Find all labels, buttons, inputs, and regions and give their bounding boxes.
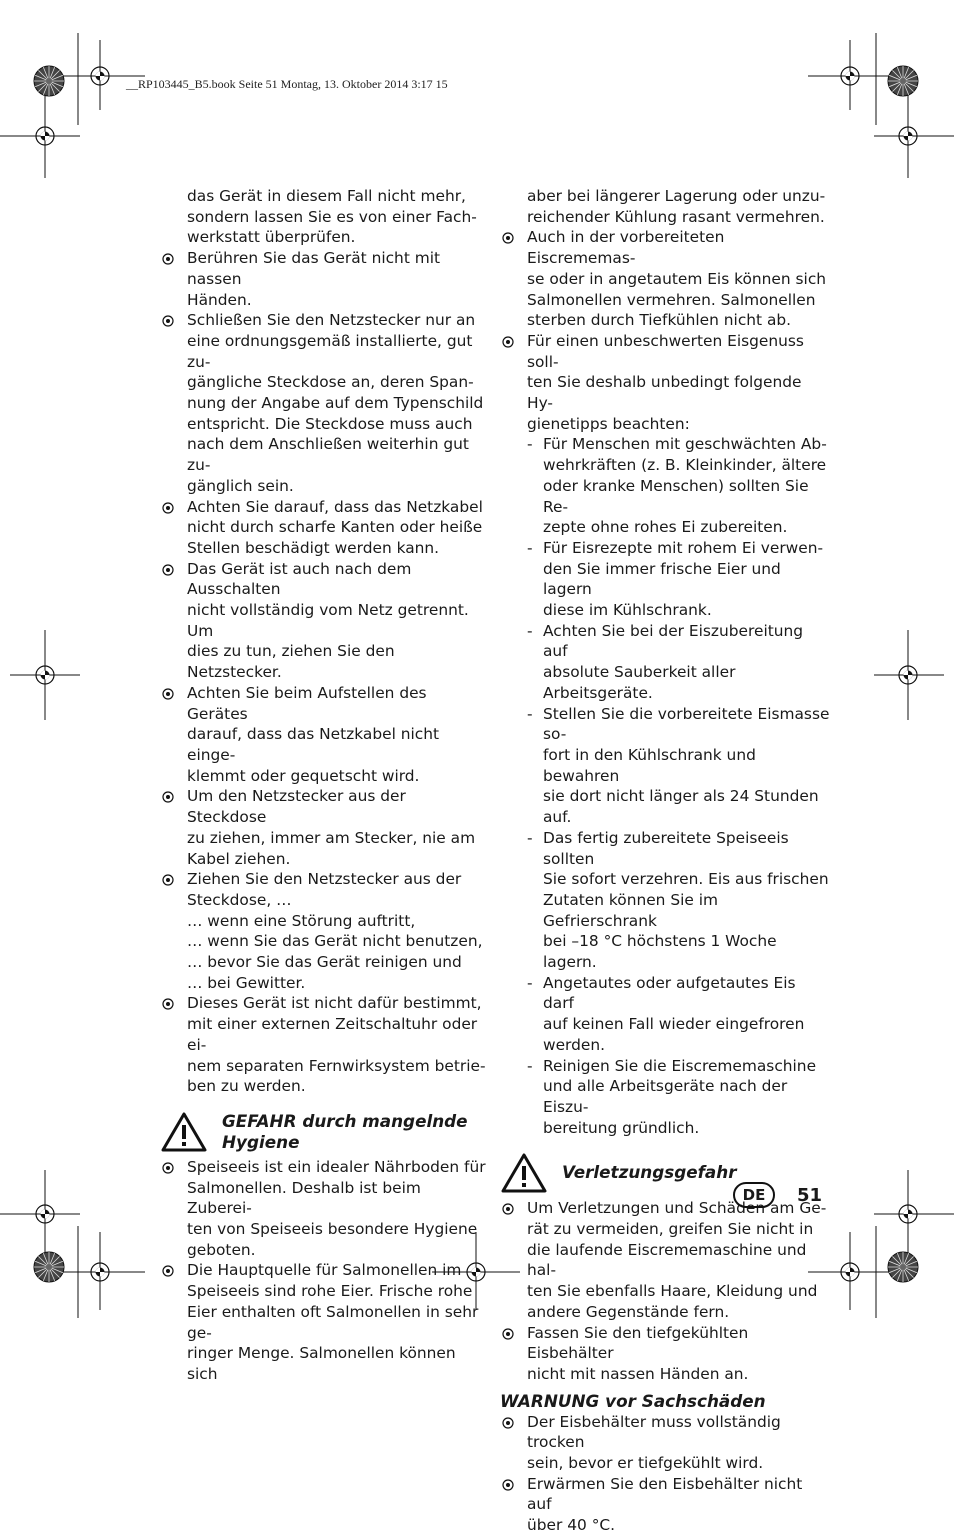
bullet-item — [160, 786, 490, 869]
bullet-icon — [162, 874, 174, 886]
text-line: ringer Menge. Salmonellen können sich — [187, 1344, 456, 1383]
text-line: zepte ohne rohes Ei zubereiten. — [543, 518, 788, 537]
text-line: werkstatt überprüfen. — [187, 228, 356, 247]
bullet-item — [160, 310, 490, 496]
dash-marker: - — [527, 973, 533, 992]
text-line: Auch in der vorbereiteten Eiscrememas- — [527, 228, 725, 268]
bullet-icon — [502, 1479, 514, 1491]
bullet-icon — [502, 232, 514, 244]
print-header-file-info: __RP103445_B5.book Seite 51 Montag, 13. Oktober 2014 3:17 15 — [126, 77, 448, 91]
bullet-item — [500, 1323, 830, 1385]
text-line: Der Eisbehälter muss vollständig trocken — [527, 1412, 781, 1452]
ellipsis-item: … bei Gewitter. — [187, 973, 306, 992]
text-line: auf keinen Fall wieder eingefroren — [543, 1015, 805, 1034]
text-line: bereitung gründlich. — [543, 1118, 700, 1137]
left-column — [160, 186, 490, 1385]
text-line: Speiseeis sind rohe Eier. Frische rohe — [187, 1282, 473, 1301]
text-line: Für einen unbeschwerten Eisgenuss soll- — [527, 331, 804, 371]
dash-marker: - — [527, 828, 533, 847]
text-line: dies zu tun, ziehen Sie den Netzstecker. — [187, 642, 395, 682]
bullet-icon — [162, 998, 174, 1010]
text-line: sie dort nicht länger als 24 Stunden auf. — [543, 787, 819, 827]
text-line: Stellen beschädigt werden kann. — [187, 538, 440, 557]
text-line: Die Hauptquelle für Salmonellen im — [187, 1261, 462, 1280]
text-line: Erwärmen Sie den Eisbehälter nicht auf — [527, 1474, 803, 1514]
text-line: werden. — [543, 1035, 605, 1054]
ellipsis-item: … wenn Sie das Gerät nicht benutzen, — [187, 932, 483, 951]
dash-item — [500, 704, 830, 828]
bullet-icon — [162, 315, 174, 327]
dash-marker: - — [527, 538, 533, 557]
bullet-item — [500, 1412, 830, 1474]
text-line: mit einer externen Zeitschaltuhr oder ei- — [187, 1015, 478, 1054]
text-line: Salmonellen vermehren. Salmonellen — [527, 290, 816, 309]
hygiene-tips-list — [500, 434, 830, 1138]
text-line: Reinigen Sie die Eiscrememaschine — [543, 1056, 817, 1075]
text-line: Für Menschen mit geschwächten Ab- — [543, 435, 827, 454]
bullet-icon — [162, 688, 174, 700]
text-line: gänglich sein. — [187, 476, 294, 495]
dash-item — [500, 828, 830, 973]
bullet-item — [160, 1157, 490, 1261]
text-line: das Gerät in diesem Fall nicht mehr, — [187, 187, 466, 205]
text-line: Ziehen Sie den Netzstecker aus der — [187, 870, 462, 889]
bullet-icon — [162, 564, 174, 576]
continuation-paragraph — [160, 186, 490, 248]
text-line: se oder in angetautem Eis können sich — [527, 269, 827, 288]
text-line: geboten. — [187, 1240, 256, 1259]
text-line: absolute Sauberkeit aller Arbeitsgeräte. — [543, 663, 736, 702]
text-line: entspricht. Die Steckdose muss auch — [187, 414, 473, 433]
text-line: bei –18 °C höchstens 1 Woche lagern. — [543, 932, 777, 972]
text-line: Fassen Sie den tiefgekühlten Eisbehälter — [527, 1323, 749, 1363]
dash-marker: - — [527, 1056, 533, 1075]
text-line: gängliche Steckdose an, deren Span- — [187, 373, 474, 392]
text-line: nicht mit nassen Händen an. — [527, 1364, 749, 1383]
text-line: nach dem Anschließen weiterhin gut zu- — [187, 435, 469, 475]
bullet-icon — [162, 791, 174, 803]
text-line: ben zu werden. — [187, 1077, 306, 1096]
bullet-item — [160, 683, 490, 787]
text-line: zu ziehen, immer am Stecker, nie am — [187, 828, 476, 847]
text-line: ten Sie deshalb unbedingt folgende Hy- — [527, 373, 802, 413]
bullet-item — [160, 993, 490, 1097]
text-line: reichender Kühlung rasant vermehren. — [527, 207, 825, 226]
text-line: Speiseeis ist ein idealer Nährboden für — [187, 1157, 486, 1176]
language-badge: DE — [733, 1182, 775, 1208]
property-bullet-list — [500, 1412, 830, 1536]
safety-bullet-list — [160, 248, 490, 911]
warning-triangle-icon — [160, 1111, 208, 1153]
page-number: 51 — [797, 1184, 823, 1206]
text-line: Um den Netzstecker aus der Steckdose — [187, 787, 406, 827]
text-line: gienetipps beachten: — [527, 414, 690, 433]
injury-bullet-list — [500, 1198, 830, 1384]
bullet-item — [160, 869, 490, 910]
warning-title: Verletzungsgefahr — [562, 1162, 737, 1183]
text-line: Kabel ziehen. — [187, 849, 291, 868]
text-line: die laufende Eiscrememaschine und hal- — [527, 1240, 807, 1280]
warning-triangle-icon — [500, 1152, 548, 1194]
ellipsis-item: … bevor Sie das Gerät reinigen und — [187, 953, 462, 972]
dash-item — [500, 1056, 830, 1139]
bullet-item — [160, 248, 490, 310]
text-line: Eier enthalten oft Salmonellen in sehr ge- — [187, 1302, 479, 1342]
ellipsis-list — [160, 911, 490, 994]
bullet-item — [160, 559, 490, 683]
text-line: eine ordnungsgemäß installierte, gut zu- — [187, 331, 473, 371]
bullet-icon — [162, 1162, 174, 1174]
text-line: fort in den Kühlschrank und bewahren — [543, 745, 756, 785]
text-line: klemmt oder gequetscht wird. — [187, 766, 420, 785]
text-line: den Sie immer frische Eier und lagern — [543, 559, 781, 599]
bullet-icon — [502, 336, 514, 348]
text-line: Angetautes oder aufgetautes Eis darf — [543, 973, 796, 1013]
text-line: Um Verletzungen und Schäden am Ge- — [527, 1199, 827, 1218]
text-line: Achten Sie bei der Eiszubereitung auf — [543, 621, 804, 661]
text-line: ten von Speiseeis besondere Hygiene — [187, 1220, 478, 1239]
text-line: Das fertig zubereitete Speiseeis sollten — [543, 828, 789, 868]
text-line: Achten Sie beim Aufstellen des Gerätes — [187, 683, 427, 723]
bullet-item — [500, 1198, 830, 1322]
text-line: aber bei längerer Lagerung oder unzu- — [527, 187, 826, 205]
text-line: nung der Angabe auf dem Typenschild — [187, 394, 484, 413]
text-line: über 40 °C. — [527, 1516, 616, 1535]
text-line: wehrkräften (z. B. Kleinkinder, ältere — [543, 456, 827, 475]
dash-marker: - — [527, 621, 533, 640]
text-line: darauf, dass das Netzkabel nicht einge- — [187, 725, 440, 764]
hygiene-warning-heading — [160, 1111, 490, 1155]
dash-marker: - — [527, 704, 533, 723]
dash-item — [500, 434, 830, 538]
text-line: nicht durch scharfe Kanten oder heiße — [187, 518, 483, 537]
bullet-item — [500, 331, 830, 435]
text-line: Für Eisrezepte mit rohem Ei verwen- — [543, 538, 824, 557]
text-line: andere Gegenstände fern. — [527, 1302, 730, 1321]
property-warning-heading: WARNUNG vor Sachschäden — [500, 1390, 766, 1411]
text-line: Berühren Sie das Gerät nicht mit nassen — [187, 249, 441, 288]
text-line: nicht vollständig vom Netz getrennt. Um — [187, 601, 469, 640]
bullet-icon — [162, 502, 174, 514]
bullet-item — [500, 1474, 830, 1536]
text-line: Dieses Gerät ist nicht dafür bestimmt, — [187, 994, 482, 1013]
dash-item — [500, 973, 830, 1056]
hygiene-bullet-list — [500, 227, 830, 434]
text-line: Schließen Sie den Netzstecker nur an — [187, 311, 476, 330]
text-line: und alle Arbeitsgeräte nach der Eiszu- — [543, 1077, 788, 1116]
dash-marker: - — [527, 435, 533, 454]
bullet-icon — [162, 253, 174, 265]
warning-title: GEFAHR durch mangelnde — [222, 1110, 468, 1131]
text-line: Salmonellen. Deshalb ist beim Zuberei- — [187, 1178, 421, 1218]
text-line: sein, bevor er tiefgekühlt wird. — [527, 1454, 764, 1473]
text-line: Steckdose, … — [187, 890, 292, 909]
bullet-item — [160, 497, 490, 559]
bullet-icon — [502, 1203, 514, 1215]
text-line: diese im Kühlschrank. — [543, 601, 712, 620]
text-line: oder kranke Menschen) sollten Sie Re- — [543, 476, 809, 516]
ellipsis-item: … wenn eine Störung auftritt, — [187, 911, 416, 930]
page-footer — [733, 1182, 822, 1208]
text-line: rät zu vermeiden, greifen Sie nicht in — [527, 1220, 814, 1239]
bullet-icon — [502, 1417, 514, 1429]
bullet-icon — [162, 1265, 174, 1277]
text-line: Händen. — [187, 290, 252, 309]
bullet-icon — [502, 1328, 514, 1340]
right-column — [500, 186, 830, 1536]
safety-bullet-last — [160, 993, 490, 1097]
text-line: Stellen Sie die vorbereitete Eismasse so- — [543, 704, 830, 744]
dash-item — [500, 538, 830, 621]
dash-item — [500, 621, 830, 704]
text-line: sondern lassen Sie es von einer Fach- — [187, 207, 477, 226]
text-line: nem separaten Fernwirksystem betrie- — [187, 1056, 486, 1075]
text-line: Zutaten können Sie im Gefrierschrank — [543, 890, 718, 930]
warning-title: Hygiene — [222, 1131, 300, 1152]
text-line: Sie sofort verzehren. Eis aus frischen — [543, 870, 829, 889]
bullet-item — [160, 1260, 490, 1384]
bullet-item — [500, 227, 830, 331]
text-line: ten Sie ebenfalls Haare, Kleidung und — [527, 1282, 818, 1301]
continuation-paragraph — [500, 186, 830, 227]
text-line: Das Gerät ist auch nach dem Ausschalten — [187, 559, 412, 599]
text-line: Achten Sie darauf, dass das Netzkabel — [187, 497, 483, 516]
text-line: sterben durch Tiefkühlen nicht ab. — [527, 311, 792, 330]
